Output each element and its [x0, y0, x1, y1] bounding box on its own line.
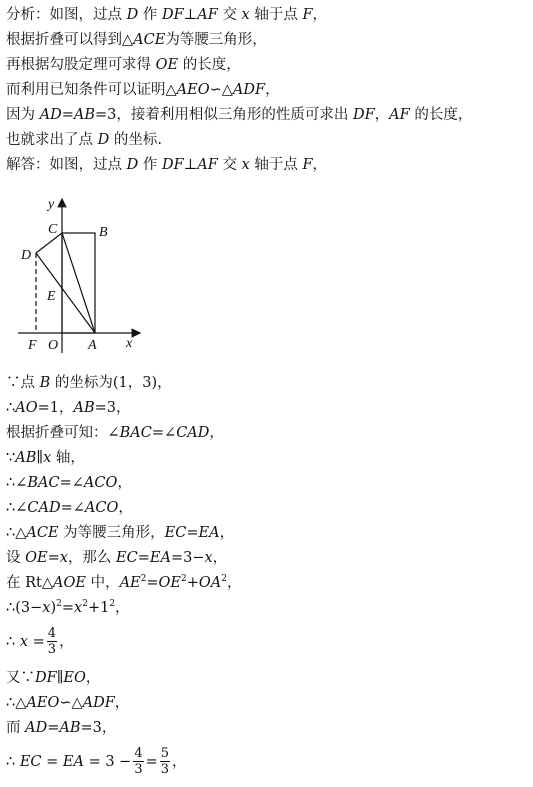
- text: ∴(3−: [6, 600, 43, 616]
- relation: DF⊥AF: [161, 7, 218, 23]
- text: ，: [59, 634, 74, 650]
- var-d: D: [126, 157, 139, 173]
- text: 轴于点: [254, 7, 298, 23]
- label-e: E: [47, 289, 56, 304]
- text: 的坐标为(1，3)，: [54, 375, 172, 391]
- text: 3: [107, 107, 117, 123]
- label-c: C: [48, 222, 58, 237]
- text: 交: [222, 157, 237, 173]
- denominator: 3: [134, 762, 143, 777]
- text: =: [32, 634, 45, 650]
- text: =: [145, 754, 158, 770]
- fraction: [133, 747, 143, 777]
- text: 的长度，: [414, 107, 473, 123]
- var: OE: [25, 550, 48, 566]
- text: =1，: [37, 400, 74, 416]
- step-9: [6, 573, 242, 593]
- var: AB: [73, 400, 95, 416]
- var: EO: [63, 670, 86, 686]
- var: BAC: [27, 475, 60, 491]
- text: ，: [85, 670, 101, 686]
- step-10: [6, 598, 130, 618]
- var-d: D: [126, 7, 139, 23]
- text: 而: [6, 720, 21, 736]
- text: 在 Rt△: [6, 575, 54, 591]
- var: EA: [149, 550, 171, 566]
- var-x: x: [43, 450, 52, 466]
- label-b: B: [99, 225, 108, 240]
- exponent: 2: [109, 599, 116, 609]
- text: ∥: [56, 670, 64, 686]
- text: +: [186, 575, 199, 591]
- step-2: [6, 398, 130, 418]
- text: ，: [312, 157, 328, 173]
- text: ，接着利用相似三角形的性质可求出: [116, 107, 349, 123]
- equation: AD=AB=: [25, 720, 93, 736]
- step-7: [6, 523, 234, 543]
- var-x: x: [59, 550, 68, 566]
- var: EA: [198, 525, 220, 541]
- text: 也就求出了点: [6, 132, 93, 148]
- text: =∠: [151, 425, 177, 441]
- text: 中，: [90, 575, 120, 591]
- var-f: F: [302, 157, 313, 173]
- relation: AEO∽△ADF: [176, 82, 266, 98]
- step-6: [6, 498, 133, 518]
- step-11: [6, 624, 74, 660]
- text: 又∵: [6, 670, 35, 686]
- exponent: 2: [56, 599, 62, 609]
- step-13: [6, 693, 129, 713]
- text: ，: [118, 500, 133, 516]
- step-15: [6, 744, 187, 780]
- text: ∥: [36, 450, 44, 466]
- var-x: x: [74, 600, 83, 616]
- text: ∴: [6, 634, 16, 650]
- text: 解答：如图，过点: [6, 157, 122, 173]
- exponent: 2: [82, 599, 88, 609]
- text: 3，: [92, 720, 117, 736]
- text: 轴，: [55, 450, 85, 466]
- text: =∠: [60, 500, 85, 516]
- var: AOE: [53, 575, 86, 591]
- text: 为等腰三角形，: [63, 525, 165, 541]
- text: 交: [222, 7, 237, 23]
- var: ACE: [133, 32, 166, 48]
- var: EC: [116, 550, 138, 566]
- var: DF: [35, 670, 57, 686]
- text: ∴△: [6, 525, 27, 541]
- relation: AEO∽△ADF: [26, 695, 115, 711]
- text: 设: [6, 550, 21, 566]
- text: 的坐标.: [113, 132, 162, 148]
- step-1: [6, 373, 172, 393]
- var-x: x: [241, 157, 250, 173]
- var: B: [39, 375, 51, 391]
- text: 作: [142, 157, 158, 173]
- text: ，: [265, 82, 280, 98]
- text: ∴△: [6, 695, 27, 711]
- analysis-line-2: [6, 30, 267, 50]
- text: = 3 −: [88, 754, 132, 770]
- var: EC: [164, 525, 187, 541]
- text: 因为: [6, 107, 35, 123]
- text: ∵: [6, 450, 16, 466]
- var-x: x: [204, 550, 213, 566]
- text: =: [47, 550, 60, 566]
- var-f: F: [302, 7, 313, 23]
- text: ∴∠: [6, 475, 28, 491]
- text: +1: [87, 600, 110, 616]
- analysis-line-6: [6, 130, 162, 150]
- text: ，: [115, 600, 130, 616]
- text: =3，: [94, 400, 131, 416]
- text: ，: [212, 550, 228, 566]
- step-8: [6, 548, 227, 568]
- text: =: [186, 525, 199, 541]
- exponent: 2: [140, 574, 147, 584]
- var: OE: [158, 575, 182, 591]
- text: ，: [312, 7, 328, 23]
- text: 为等腰三角形，: [165, 32, 267, 48]
- numerator: 5: [160, 746, 170, 761]
- solution-heading: [6, 155, 327, 175]
- var: EC: [19, 754, 42, 770]
- text: ): [50, 600, 57, 616]
- denominator: 3: [47, 642, 57, 657]
- var: BAC: [119, 425, 152, 441]
- analysis-line-4: [6, 80, 280, 100]
- var: AF: [389, 107, 410, 123]
- text: 根据折叠可知：∠: [6, 425, 120, 441]
- var-x: x: [241, 7, 250, 23]
- denominator: 3: [160, 762, 170, 777]
- fraction: [160, 747, 170, 777]
- step-12: [6, 668, 100, 688]
- text: =∠: [59, 475, 84, 491]
- var-d: D: [97, 132, 110, 148]
- step-5: [6, 473, 132, 493]
- var: ACO: [84, 500, 119, 516]
- segment-da: [36, 253, 95, 333]
- numerator: 4: [47, 626, 57, 641]
- numerator: 4: [134, 746, 143, 761]
- step-3: [6, 423, 224, 443]
- text: ∴: [6, 754, 16, 770]
- text: =: [61, 600, 75, 616]
- exponent: 2: [221, 574, 227, 584]
- step-4: [6, 448, 85, 468]
- label-a: A: [88, 338, 97, 353]
- var: OA: [198, 575, 222, 591]
- var-x: x: [42, 600, 51, 616]
- analysis-line-1: [6, 5, 327, 25]
- text: =: [46, 754, 59, 770]
- text: ∴: [6, 400, 16, 416]
- var: ACO: [83, 475, 118, 491]
- var: EA: [62, 754, 84, 770]
- var-x: x: [19, 634, 29, 650]
- text: 作: [142, 7, 158, 23]
- var: ACE: [26, 525, 59, 541]
- text: ，: [114, 695, 130, 711]
- text: 再根据勾股定理可求得: [6, 57, 151, 73]
- label-x: x: [126, 336, 133, 351]
- analysis-line-5: [6, 105, 472, 125]
- text: ，: [172, 754, 187, 770]
- text: ∴∠: [6, 500, 28, 516]
- text: 分析：如图，过点: [6, 7, 122, 23]
- geometry-figure: [10, 193, 150, 358]
- text: =: [137, 550, 150, 566]
- step-14: [6, 718, 116, 738]
- var: DF: [352, 107, 375, 123]
- analysis-line-3: [6, 55, 241, 75]
- fraction: [47, 627, 57, 657]
- var: CAD: [176, 425, 210, 441]
- relation: DF⊥AF: [161, 157, 218, 173]
- text: ∵点: [6, 375, 35, 391]
- text: ，: [374, 107, 390, 123]
- text: 而利用已知条件可以证明△: [6, 82, 177, 98]
- label-d: D: [21, 248, 32, 263]
- segment-ca: [62, 233, 95, 333]
- text: ，: [117, 475, 132, 491]
- var: CAD: [27, 500, 61, 516]
- var: OE: [155, 57, 179, 73]
- text: ，: [219, 525, 235, 541]
- label-f: F: [28, 338, 37, 353]
- var: AE: [119, 575, 141, 591]
- equation: AD=AB=: [39, 107, 108, 123]
- var: AB: [15, 450, 37, 466]
- var: AO: [15, 400, 38, 416]
- text: ，: [227, 575, 242, 591]
- label-y: y: [48, 197, 55, 212]
- text: =3−: [170, 550, 205, 566]
- text: =: [146, 575, 159, 591]
- label-o: O: [48, 338, 59, 353]
- text: 轴于点: [254, 157, 298, 173]
- exponent: 2: [181, 574, 187, 584]
- text: ，: [209, 425, 224, 441]
- text: ，那么: [67, 550, 112, 566]
- text: 根据折叠可以得到△: [6, 32, 134, 48]
- text: 的长度，: [182, 57, 241, 73]
